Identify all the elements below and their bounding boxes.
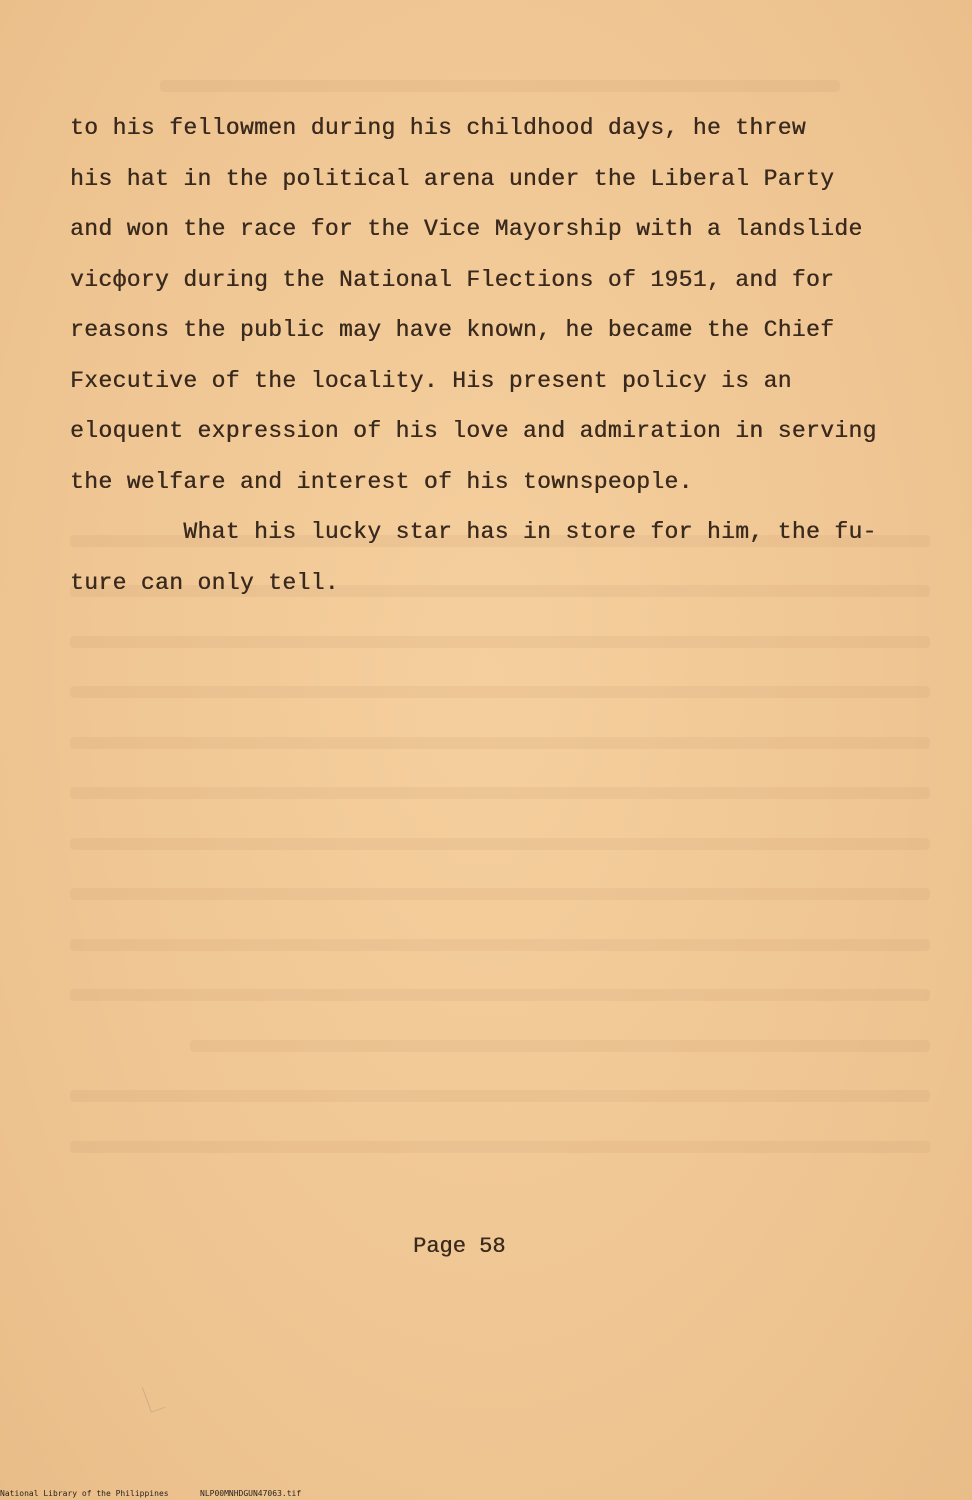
text-line: eloquent expression of his love and admiration in serving bbox=[70, 418, 877, 444]
text-line: reasons the public may have known, he became the Chief bbox=[70, 317, 835, 343]
footer-library: National Library of the Philippines bbox=[0, 1489, 169, 1498]
paper-mark bbox=[142, 1382, 165, 1413]
page-number: Page 58 bbox=[413, 1234, 506, 1259]
text-line: and won the race for the Vice Mayorship with a landslide bbox=[70, 216, 863, 242]
text-line: the welfare and interest of his townspeople. bbox=[70, 468, 693, 495]
scan-footer bbox=[0, 1488, 972, 1500]
body-text bbox=[70, 103, 930, 608]
text-line: to his fellowmen during his childhood days, he threw bbox=[70, 115, 806, 141]
text-line: Fxecutive of the locality. His present policy is an bbox=[70, 367, 792, 394]
text-line: ture can only tell. bbox=[70, 569, 339, 596]
text-line: his hat in the political arena under the Liberal Party bbox=[70, 165, 835, 192]
footer-filename: NLP00MNHDGUN47063.tif bbox=[200, 1489, 302, 1498]
text-line: vicфory during the National Flections of 1951, and for bbox=[70, 266, 835, 293]
text-line: What his lucky star has in store for him, the fu- bbox=[70, 519, 877, 545]
